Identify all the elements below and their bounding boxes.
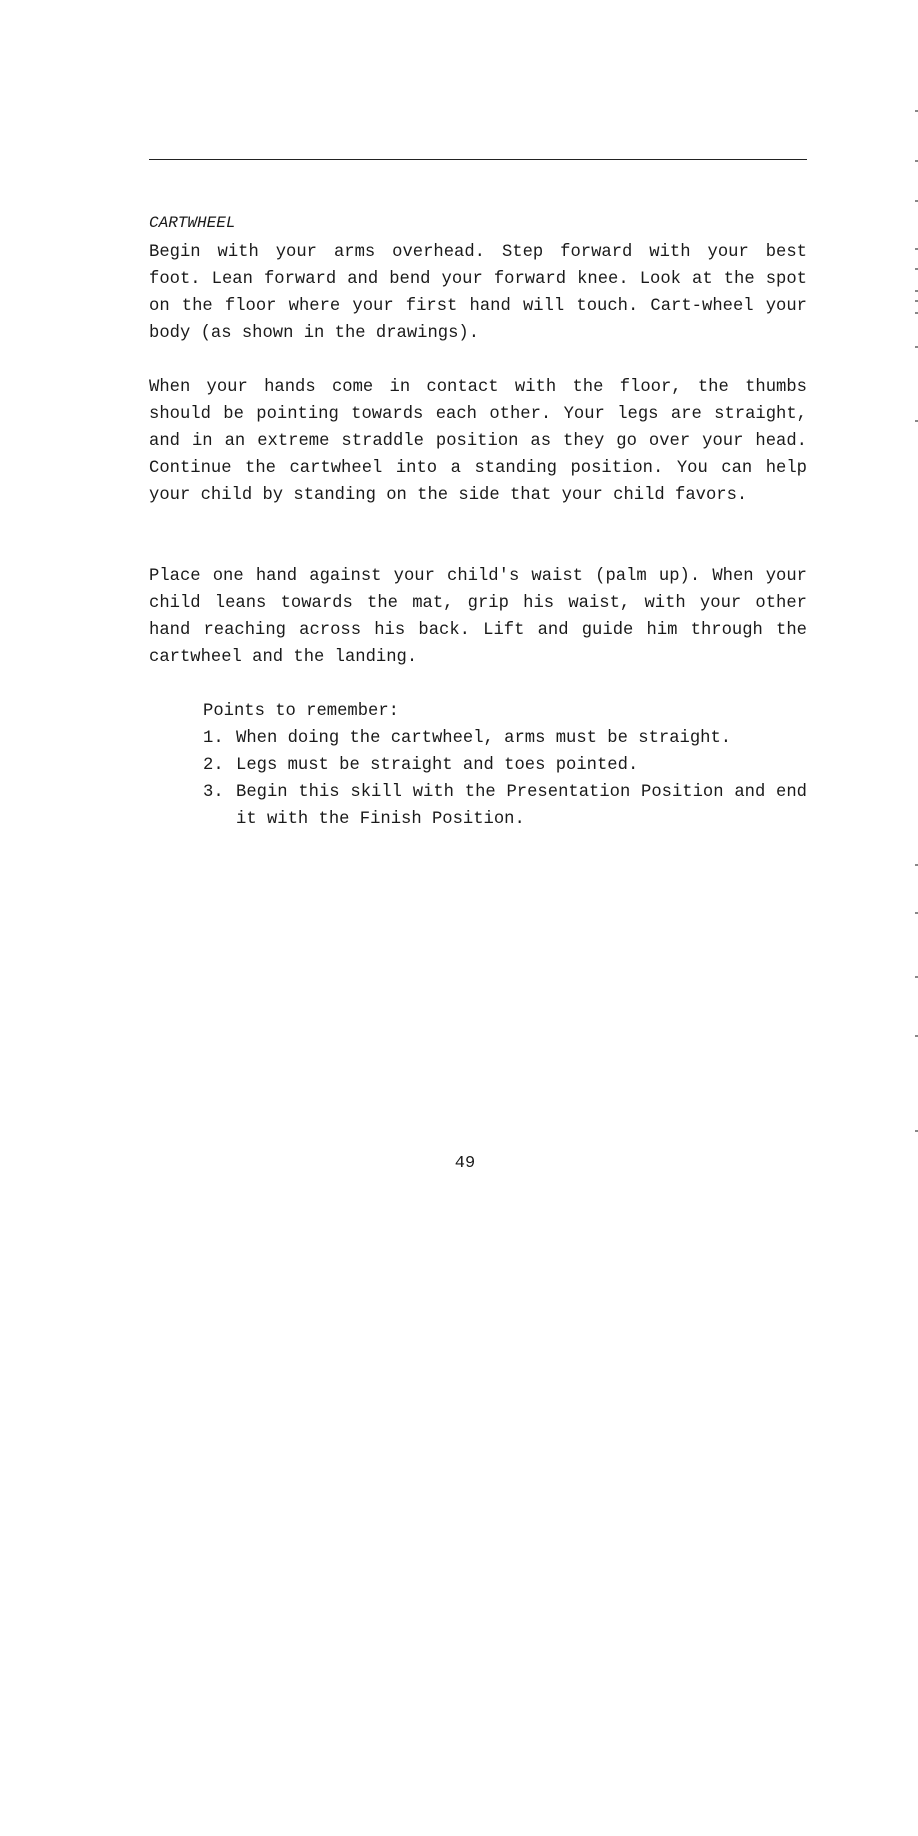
list-item	[203, 752, 807, 779]
paragraph-3: Place one hand against your child's waist (palm up). When your child leans towards the mat, grip his waist, with your other hand reaching across his back. Lift and guide him through the cartwheel and the landing.	[149, 567, 807, 667]
scan-edge-marks	[912, 0, 918, 1200]
list-item	[203, 725, 807, 752]
list-item	[203, 779, 807, 833]
paragraph-1: Begin with your arms overhead. Step forward with your best foot. Lean forward and bend your forward knee. Look at the spot on the floor where your first hand will touch. Cart-wheel your body (as shown in the drawings).	[149, 243, 807, 343]
paragraph-2: When your hands come in contact with the floor, the thumbs should be pointing towards each other. Your legs are straight, and in an extreme straddle position as they go over your head. Continue the cartwheel into a standing position. You can help your child by standing on the side that your child favors.	[149, 378, 807, 505]
list-item-number: 2.	[203, 756, 224, 775]
list-item-text: When doing the cartwheel, arms must be straight.	[236, 729, 732, 748]
points-heading: Points to remember:	[203, 702, 399, 721]
points-list	[203, 725, 807, 833]
list-item-text: Begin this skill with the Presentation Position and end it with the Finish Position.	[236, 783, 807, 829]
list-item-text: Legs must be straight and toes pointed.	[236, 756, 639, 775]
points-to-remember	[203, 698, 807, 833]
list-item-number: 3.	[203, 783, 224, 802]
page-number: 49	[454, 1154, 476, 1173]
header-rule	[149, 159, 807, 160]
section-heading: CARTWHEEL	[149, 214, 236, 232]
list-item-number: 1.	[203, 729, 224, 748]
